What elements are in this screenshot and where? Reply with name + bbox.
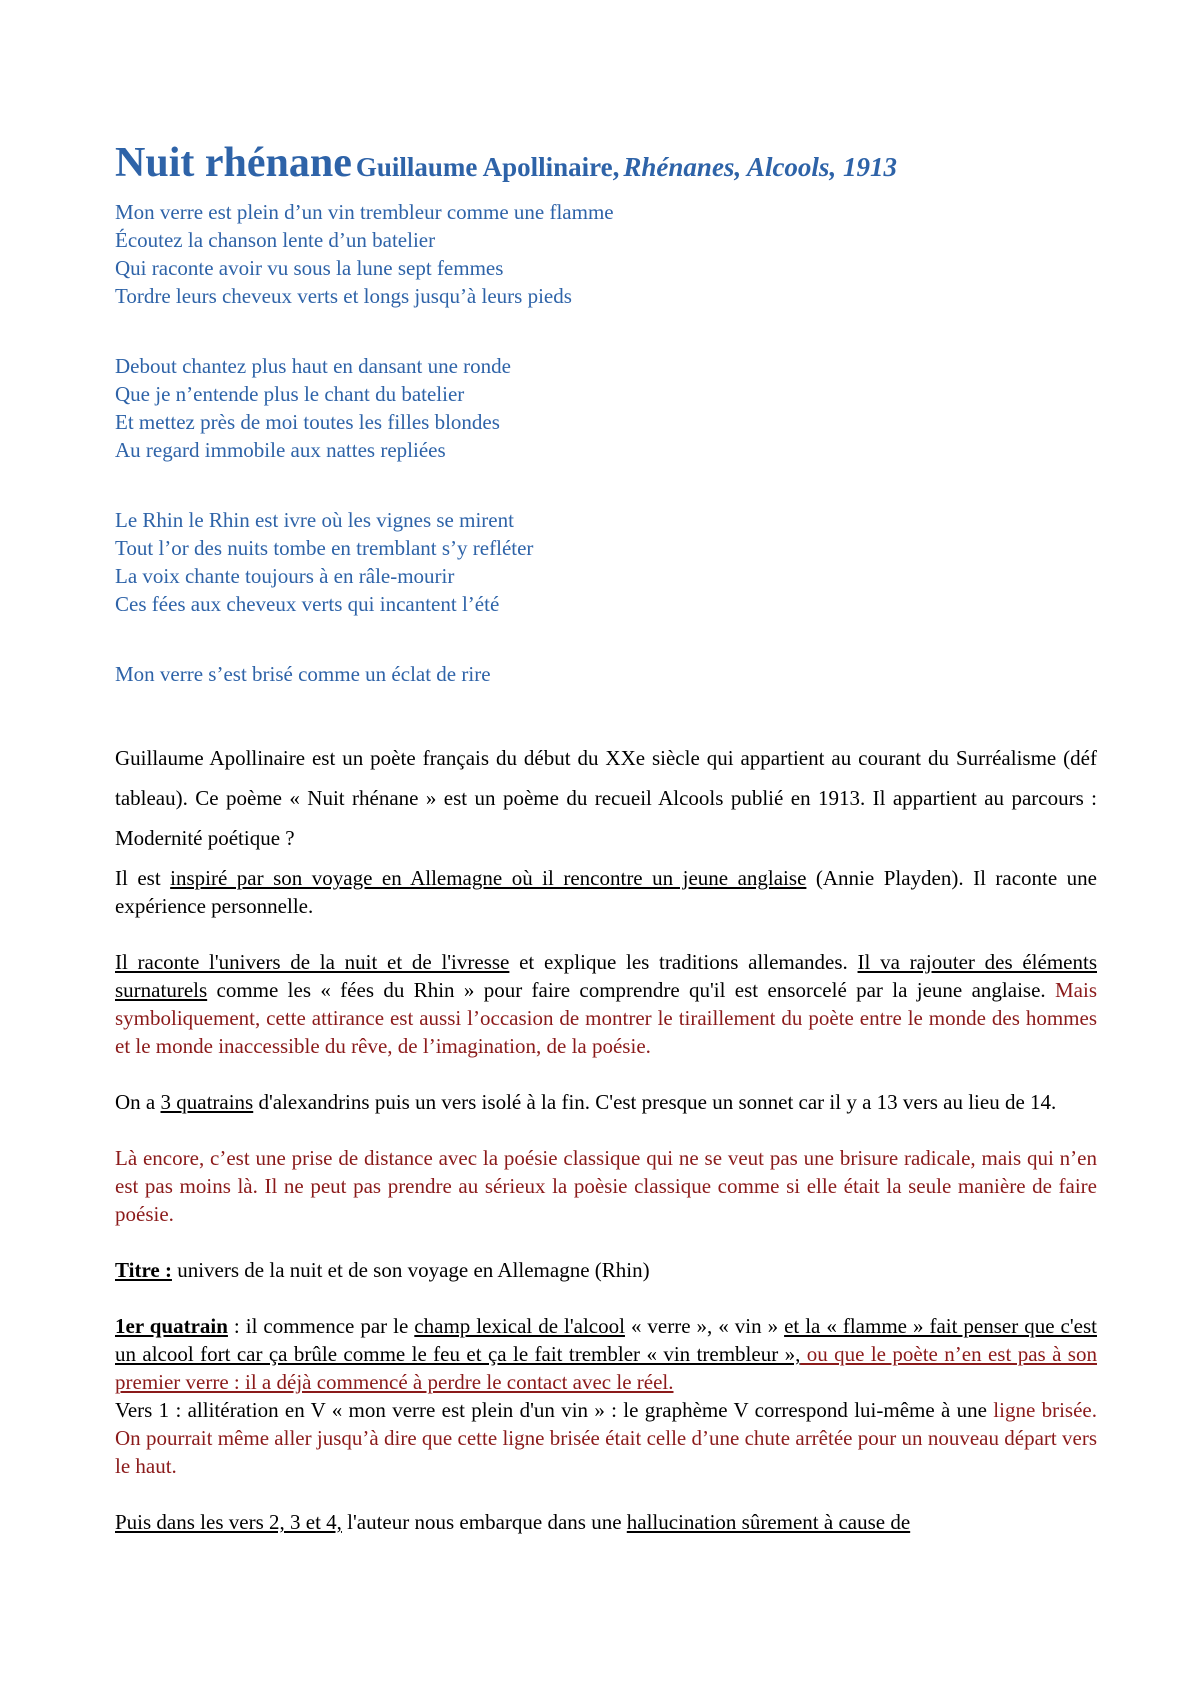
verse-line: Que je n’entende plus le chant du batelier <box>115 382 465 407</box>
verse-line: Qui raconte avoir vu sous la lune sept femmes <box>115 256 504 281</box>
underlined-text: Il va rajouter des éléments surnaturels <box>115 950 1097 1003</box>
underlined-text: Il raconte l'univers de la nuit et de l'ivresse <box>115 950 510 975</box>
underlined-text: champ lexical de l'alcool <box>414 1314 625 1339</box>
verse-line: La voix chante toujours à en râle-mourir <box>115 564 455 589</box>
red-text: Mais symboliquement, cette attirance est aussi l’occasion de montrer le tiraillement du poète entre le monde des hommes et le monde inaccessible du rêve, de l’imagination, de la poésie. <box>115 978 1097 1059</box>
underlined-text: hallucination sûrement à cause de <box>626 1510 911 1535</box>
final-verse <box>115 660 1097 688</box>
stanza-1 <box>115 198 1097 310</box>
poem-title: Nuit rhénane <box>115 140 352 186</box>
underlined-text: Puis dans les vers 2, 3 et 4, <box>115 1510 342 1535</box>
text-run: d'alexandrins puis un vers isolé à la fin. C'est presque un sonnet car il y a 13 vers au lieu de 14. <box>253 1090 1057 1115</box>
analysis-paragraph-5: Là encore, c’est une prise de distance avec la poésie classique qui ne se veut pas une brisure radicale, mais qui n’en est pas moins là. Il ne peut pas prendre au sérieux la poèsie classique comme si elle était la seule manière de faire poésie. <box>115 1146 1097 1227</box>
text-run: comme les « fées du Rhin » pour faire comprendre qu'il est ensorcelé par la jeune anglaise. <box>207 978 1055 1003</box>
verse-line: Tordre leurs cheveux verts et longs jusqu’à leurs pieds <box>115 284 572 309</box>
text-run: l'auteur nous embarque dans une <box>341 1510 627 1535</box>
section-label: 1er quatrain <box>115 1314 228 1339</box>
underlined-text: 3 quatrains <box>160 1090 254 1115</box>
analysis-paragraph-2 <box>115 864 1097 920</box>
verse-line: Ces fées aux cheveux verts qui incantent l’été <box>115 592 500 617</box>
stanza-3 <box>115 506 1097 618</box>
text-run: Vers 1 : allitération en V « mon verre est plein d'un vin » : le graphème V correspond lui-même à une <box>115 1398 994 1423</box>
analysis-paragraph-4 <box>115 1088 1097 1116</box>
text-run: On a <box>115 1090 161 1115</box>
quatrain-1-paragraph <box>115 1312 1097 1396</box>
verse-line: Écoutez la chanson lente d’un batelier <box>115 228 436 253</box>
section-label: Titre : <box>115 1258 172 1283</box>
verse-1-analysis <box>115 1396 1097 1480</box>
poem-source: Rhénanes, Alcools, 1913 <box>623 152 897 182</box>
poem-author: Guillaume Apollinaire, <box>355 152 620 182</box>
document-title <box>115 140 1097 186</box>
verses-2-4-analysis <box>115 1508 1097 1536</box>
text-run: univers de la nuit et de son voyage en Allemagne (Rhin) <box>171 1258 650 1283</box>
text-run: (Annie Playden). Il raconte une expérience personnelle. <box>115 866 1098 919</box>
verse-line: Et mettez près de moi toutes les filles blondes <box>115 410 500 435</box>
text-run: : il commence par le <box>227 1314 415 1339</box>
underlined-text: et la « flamme » fait penser que c'est un alcool fort car ça brûle comme le feu et ça le fait trembler « vin trembleur », <box>115 1314 1097 1367</box>
intro-paragraph: Guillaume Apollinaire est un poète français du début du XXe siècle qui appartient au courant du Surréalisme (déf tableau). Ce poème « Nuit rhénane » est un poème du recueil Alcools publié en 1913. Il appartient au parcours : Modernité poétique ? <box>115 746 1097 851</box>
underlined-text: inspiré par son voyage en Allemagne où il rencontre un jeune anglaise <box>170 866 807 891</box>
red-underlined-text: ou que le poète n’en est pas à son premier verre : il a déjà commencé à perdre le contact avec le réel. <box>115 1342 1097 1395</box>
verse-line: Mon verre est plein d’un vin trembleur comme une flamme <box>115 200 614 225</box>
verse-line: Debout chantez plus haut en dansant une ronde <box>115 354 511 379</box>
verse-line: Mon verre s’est brisé comme un éclat de rire <box>115 662 491 687</box>
verse-line: Tout l’or des nuits tombe en tremblant s’y refléter <box>115 536 534 561</box>
text-run: « verre », « vin » <box>624 1314 785 1339</box>
analysis-paragraph-3 <box>115 948 1097 1060</box>
text-run: et explique les traditions allemandes. <box>509 950 858 975</box>
verse-line: Au regard immobile aux nattes repliées <box>115 438 446 463</box>
stanza-2 <box>115 352 1097 464</box>
red-text: ligne brisée. On pourrait même aller jusqu’à dire que cette ligne brisée était celle d’une chute arrêtée pour un nouveau départ vers le haut. <box>115 1398 1097 1479</box>
text-run: Il est <box>115 866 171 891</box>
title-analysis-paragraph <box>115 1256 1097 1284</box>
verse-line: Le Rhin le Rhin est ivre où les vignes se mirent <box>115 508 514 533</box>
